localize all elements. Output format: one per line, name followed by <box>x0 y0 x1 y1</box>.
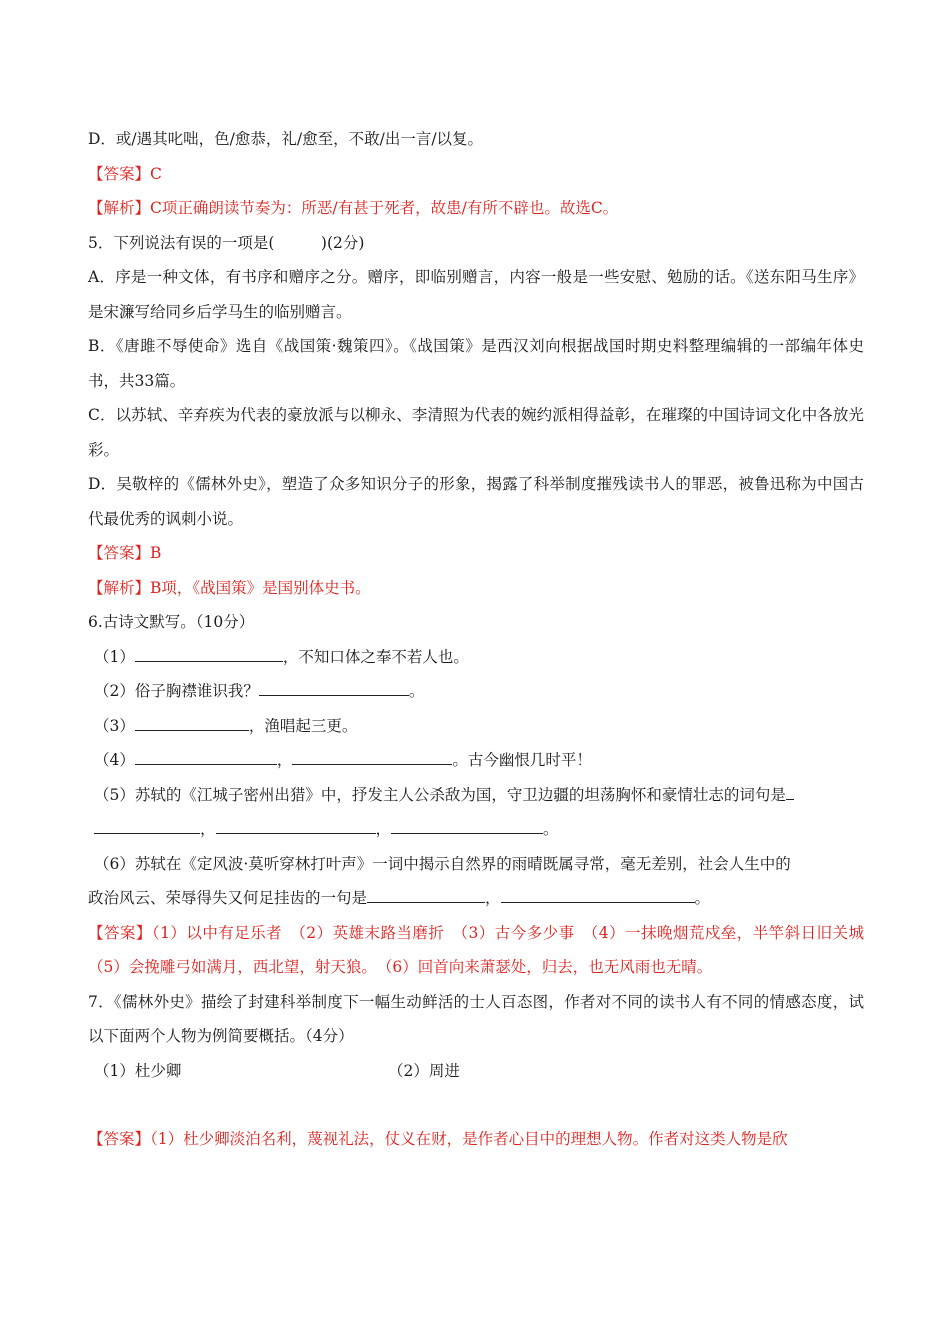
fill-blank[interactable] <box>292 747 452 765</box>
item-text: 。古今幽恨几时平！ <box>452 751 592 769</box>
q6-item-6-cont <box>88 881 864 916</box>
q5-option-c: C．以苏轼、辛弃疾为代表的豪放派与以柳永、李清照为代表的婉约派相得益彰，在璀璨的中国诗词文化中各放光彩。 <box>88 406 864 459</box>
q5-option-b: B．《唐雎不辱使命》选自《战国策·魏策四》。《战国策》是西汉刘向根据战国时期史料整理编辑的一部编年体史书，共33篇。 <box>88 337 864 390</box>
fill-blank[interactable] <box>786 782 794 800</box>
item-text: 政治风云、荣辱得失又何足挂齿的一句是 <box>88 889 368 907</box>
answer-text: B <box>150 544 162 562</box>
item-end: 。 <box>543 820 559 838</box>
answer-text: （1）杜少卿淡泊名利，蔑视礼法，仗义在财，是作者心目中的理想人物。作者对这类人物是欣 <box>150 1130 788 1148</box>
analysis-tag: 【解析】 <box>88 578 151 597</box>
q5-stem: 5．下列说法有误的一项是( )(2分) <box>88 233 365 252</box>
q4-answer <box>88 157 864 192</box>
analysis-text: B项，《战国策》是国别体史书。 <box>150 578 371 597</box>
item-sep: ， <box>200 820 216 838</box>
item-text: ，不知口体之奉不若人也。 <box>282 647 469 666</box>
q5-option-a: A．序是一种文体，有书序和赠序之分。赠序，即临别赠言，内容一般是一些安慰、勉励的话。《送东阳马生序》是宋濂写给同乡后学马生的临别赠言。 <box>88 268 864 321</box>
q7-item-2: （2）周进 <box>388 1061 460 1080</box>
fill-blank[interactable] <box>216 816 376 834</box>
q7-item-1: （1）杜少卿 <box>94 1061 182 1080</box>
item-end: 。 <box>408 682 425 700</box>
q6-item-5 <box>88 778 864 813</box>
analysis-tag: 【解析】 <box>88 199 151 217</box>
fill-blank[interactable] <box>94 816 200 834</box>
document-body <box>88 122 880 1157</box>
item-sep: ， <box>276 751 293 769</box>
item-end: 。 <box>694 889 711 907</box>
q7-stem: 7．《儒林外史》描绘了封建科举制度下一幅生动鲜活的士人百态图，作者对不同的读书人有不同的情感态度，试以下面两个人物为例简要概括。（4分） <box>88 992 864 1045</box>
q4-analysis <box>88 191 864 226</box>
fill-blank[interactable] <box>135 747 277 765</box>
q5-analysis <box>88 571 864 606</box>
q4-option-d: D．或/遇其叱咄，色/愈恭，礼/愈至，不敢/出一言/以复。 <box>88 130 484 148</box>
q6-item-4 <box>88 743 864 778</box>
q6-item-5-blanks <box>88 812 864 847</box>
q6-item-1 <box>88 640 864 675</box>
q5-option-d: D．吴敬梓的《儒林外史》，塑造了众多知识分子的形象，揭露了科举制度摧残读书人的罪恶，被鲁迅称为中国古代最优秀的讽刺小说。 <box>88 475 864 528</box>
q6-stem: 6.古诗文默写。（10分） <box>88 613 255 631</box>
item-text: （2）俗子胸襟谁识我？ <box>94 682 259 700</box>
q6-item-3 <box>88 709 864 744</box>
fill-blank[interactable] <box>135 644 283 662</box>
q6-item-2 <box>88 674 864 709</box>
fill-blank[interactable] <box>391 816 543 834</box>
answer-tag: 【答案】 <box>88 544 151 562</box>
fill-blank[interactable] <box>135 713 249 731</box>
item-number: （3） <box>94 716 135 735</box>
answer-tag: 【答案】 <box>88 1130 151 1148</box>
answer-tag: 【答案】 <box>88 164 151 183</box>
q6-answer <box>88 916 880 985</box>
item-number: （4） <box>94 751 135 769</box>
item-sep: ， <box>485 889 501 907</box>
q7-answer <box>88 1122 864 1157</box>
q7-items <box>88 1054 864 1089</box>
spacer <box>88 1088 864 1122</box>
item-number: （1） <box>94 647 135 666</box>
item-text: （5）苏轼的《江城子密州出猎》中，抒发主人公杀敌为国，守卫边疆的坦荡胸怀和豪情壮志的词句是 <box>94 785 786 804</box>
analysis-text: C项正确朗读节奏为：所恶/有甚于死者，故患/有所不辟也。故选C。 <box>150 199 619 217</box>
q6-item-6: （6）苏轼在《定风波·莫听穿林打叶声》一词中揭示自然界的雨晴既属寻常，毫无差别，社会人生中的 <box>94 854 791 873</box>
answer-text: C <box>150 164 162 183</box>
item-text: ，渔唱起三更。 <box>248 716 358 735</box>
answer-text: （1）以中有足乐者 （2）英雄末路当磨折 （3）古今多少事 （4）一抹晚烟荒戍垒，半竿斜日旧关城 （5）会挽雕弓如满月，西北望，射天狼。 （6）回首向来萧瑟处，归去，也无风雨也无晴。 <box>88 923 880 976</box>
fill-blank[interactable] <box>259 678 409 696</box>
q5-answer <box>88 536 864 571</box>
answer-tag: 【答案】 <box>88 923 152 942</box>
fill-blank[interactable] <box>367 885 485 903</box>
item-sep: ， <box>375 820 392 838</box>
fill-blank[interactable] <box>501 885 695 903</box>
